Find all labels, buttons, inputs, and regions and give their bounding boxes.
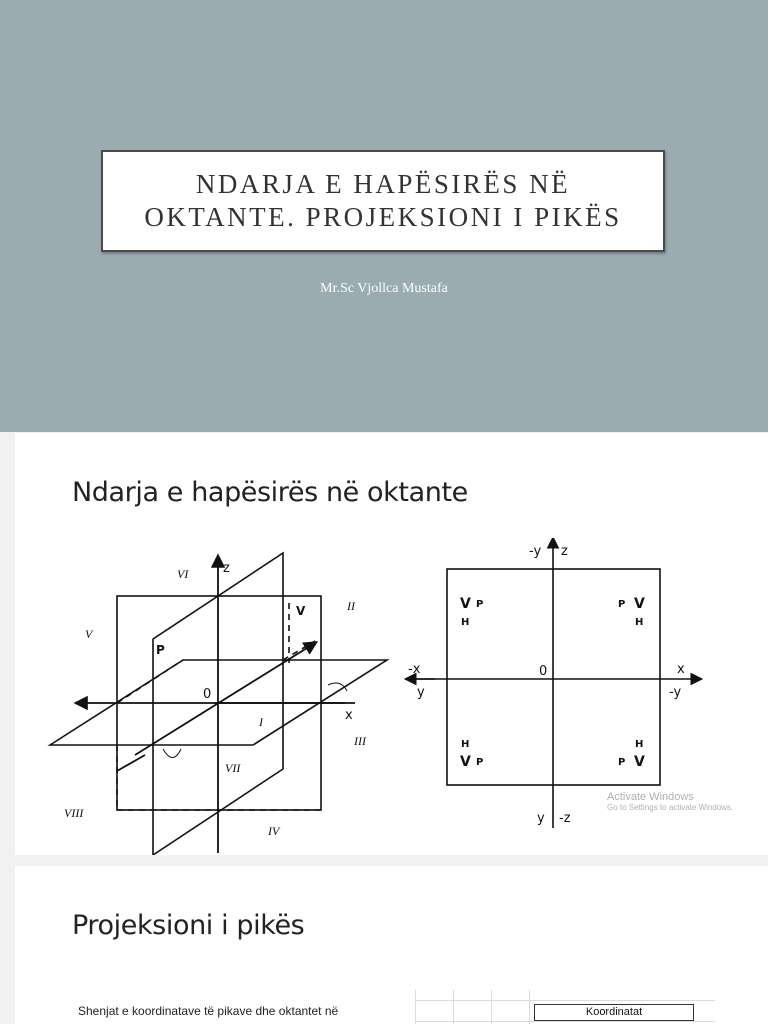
label-neg-z-bottom: -z (559, 811, 571, 826)
label-x-right: x (677, 662, 685, 677)
bl-v: V (460, 754, 471, 770)
bl-h: H (461, 739, 470, 750)
plane-p-label: P (156, 643, 165, 657)
body-text: Shenjat e koordinatave të pikave dhe oktantet në (78, 1004, 339, 1018)
label-neg-y-top: -y (529, 544, 542, 559)
slide-heading-2: Projeksioni i pikës (72, 910, 305, 941)
axis-x-label: x (345, 708, 353, 723)
br-v: V (634, 754, 645, 770)
origin-2d-label: 0 (539, 664, 548, 679)
origin-label: 0 (203, 687, 212, 702)
label-neg-y-right: -y (669, 685, 682, 700)
activation-watermark (607, 791, 733, 812)
label-y-left: y (417, 685, 425, 700)
tl-v: V (460, 596, 471, 612)
watermark-line-2: Go to Settings to activate Windows. (607, 803, 734, 812)
plane-v-label: V (296, 604, 306, 618)
br-h: H (635, 739, 644, 750)
title-line-2: OKTANTE. PROJEKSIONI I PIKËS (144, 202, 622, 232)
table-header-koordinatat: Koordinatat (534, 1004, 694, 1021)
label-y-bottom: y (537, 811, 545, 826)
octant-label-ii: II (347, 599, 355, 613)
octant-label-vii: VII (225, 761, 241, 775)
axis-z-label: z (223, 561, 230, 576)
coordinates-table (415, 990, 715, 1024)
title-line-1: NDARJA E HAPËSIRËS NË (195, 169, 571, 199)
label-z-top: z (561, 544, 568, 559)
octant-label-v: V (85, 627, 93, 641)
octant-label-iii: III (354, 734, 366, 748)
author-subtitle: Mr.Sc Vjollca Mustafa (320, 281, 448, 296)
watermark-line-1: Activate Windows (607, 791, 694, 803)
octant-label-vi: VI (177, 567, 189, 581)
tr-p: P (618, 599, 626, 610)
tl-p: P (476, 599, 484, 610)
tr-v: V (634, 596, 645, 612)
tl-h: H (461, 617, 470, 628)
octant-label-i: I (259, 715, 263, 729)
br-p: P (618, 757, 626, 768)
bl-p: P (476, 757, 484, 768)
label-neg-x: -x (408, 662, 421, 677)
octant-label-iv: IV (268, 824, 280, 838)
title-box (101, 150, 665, 252)
slide-heading: Ndarja e hapësirës në oktante (72, 477, 468, 508)
tr-h: H (635, 617, 644, 628)
octant-label-viii: VIII (64, 806, 84, 820)
title-slide (0, 0, 768, 432)
octants-slide (15, 433, 768, 855)
octant-3d-diagram (45, 538, 425, 855)
projection-slide (15, 866, 768, 1024)
